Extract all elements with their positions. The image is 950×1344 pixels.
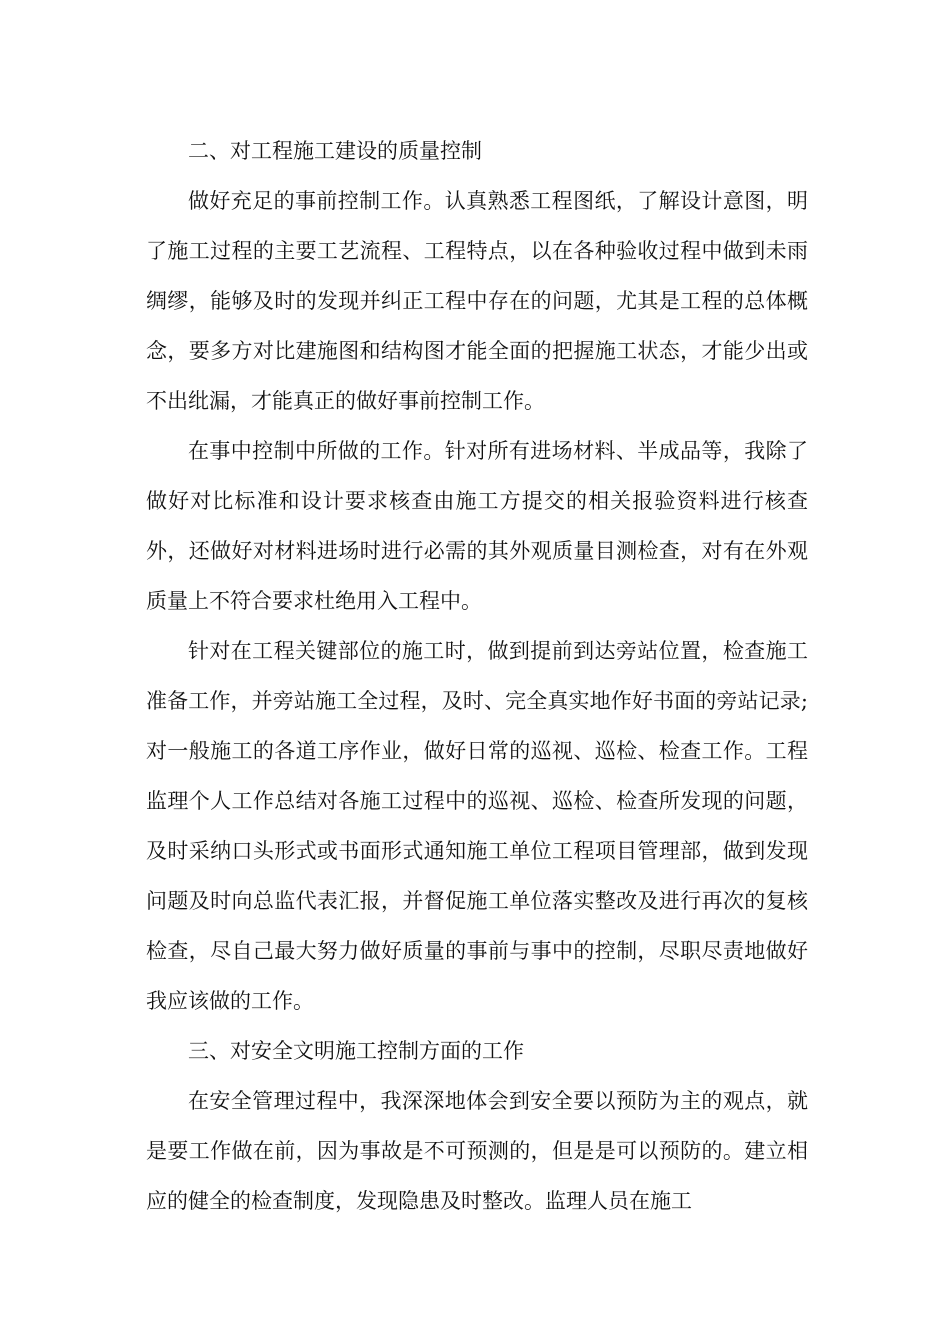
section-heading-quality-control: 二、对工程施工建设的质量控制 [188,139,482,163]
paragraph-in-process-control: 在事中控制中所做的工作。针对所有进场材料、半成品等，我除了做好对比标准和设计要求核查由施工方提交的相关报验资料进行核查外，还做好对材料进场时进行必需的其外观质量目测检查，对有在外观质量上不符合要求杜绝用入工程中。 [146,439,808,613]
document-body [146,126,808,1226]
section-heading-safety-control: 三、对安全文明施工控制方面的工作 [188,1039,524,1063]
paragraph-key-parts-supervision: 针对在工程关键部位的施工时，做到提前到达旁站位置，检查施工准备工作，并旁站施工全过程，及时、完全真实地作好书面的旁站记录;对一般施工的各道工序作业，做好日常的巡视、巡检、检查工作。工程监理个人工作总结对各施工过程中的巡视、巡检、检查所发现的问题，及时采纳口头形式或书面形式通知施工单位工程项目管理部，做到发现问题及时向总监代表汇报，并督促施工单位落实整改及进行再次的复核检查，尽自己最大努力做好质量的事前与事中的控制，尽职尽责地做好我应该做的工作。 [146,639,808,1013]
paragraph-safety-management: 在安全管理过程中，我深深地体会到安全要以预防为主的观点，就是要工作做在前，因为事故是不可预测的，但是是可以预防的。建立相应的健全的检查制度，发现隐患及时整改。监理人员在施工 [146,1089,808,1213]
paragraph-pre-control: 做好充足的事前控制工作。认真熟悉工程图纸，了解设计意图，明了施工过程的主要工艺流程、工程特点，以在各种验收过程中做到未雨绸缪，能够及时的发现并纠正工程中存在的问题，尤其是工程的总体概念，要多方对比建施图和结构图才能全面的把握施工状态，才能少出或不出纰漏，才能真正的做好事前控制工作。 [146,189,808,413]
